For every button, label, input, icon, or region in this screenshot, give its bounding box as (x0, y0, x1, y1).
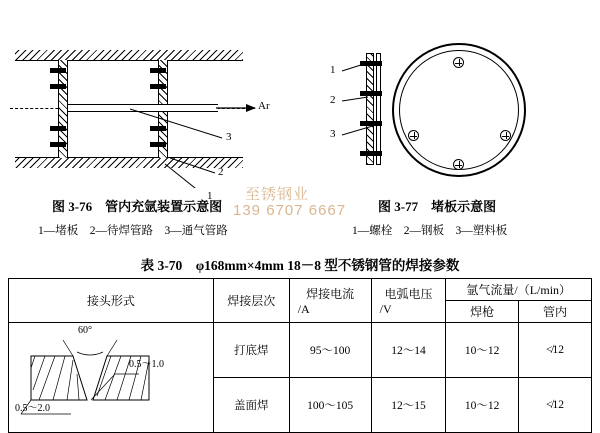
cell-arc-voltage: 12～15 (371, 378, 446, 433)
figure-right-legend: 1—螺栓 2—钢板 3—塑料板 (352, 225, 508, 237)
header-welding-current-unit: /A (297, 301, 310, 316)
joint-form-diagram-cell (9, 323, 214, 433)
watermark-text-line1: 至锈钢业 (245, 186, 310, 203)
callout-1: 1 (207, 190, 213, 202)
figure-left-caption: 图 3-76 管内充氩装置示意图 (52, 199, 223, 214)
table-row (9, 323, 592, 378)
table-title: 表 3-70 φ168mm×4mm 18－8 型不锈钢管的焊接参数 (140, 258, 460, 273)
groove-thickness-label: 0.5～2.0 (15, 403, 50, 414)
header-weld-layer: 焊接层次 (213, 279, 289, 323)
right-figure-leader-lines (330, 35, 580, 190)
cell-welding-current: 95～100 (289, 323, 371, 378)
figure-pipe-purge-device (10, 38, 270, 202)
callout-3: 3 (226, 131, 232, 143)
header-arc-voltage (371, 279, 446, 323)
header-welding-current (289, 279, 371, 323)
cell-weld-layer: 盖面焊 (213, 378, 289, 433)
callout-2: 2 (330, 94, 336, 106)
callout-2: 2 (218, 166, 224, 178)
cell-argon-torch: 10～12 (446, 323, 519, 378)
cell-argon-torch: 10～12 (446, 378, 519, 433)
cell-weld-layer: 打底焊 (213, 323, 289, 378)
header-joint-form: 接头形式 (9, 279, 214, 323)
watermark-text-line2: 139 6707 6667 (233, 202, 347, 219)
figure-right-caption: 图 3-77 堵板示意图 (378, 199, 497, 214)
figure-plug-plate (330, 35, 580, 190)
header-argon-torch: 焊枪 (446, 301, 519, 323)
table-header-row (9, 279, 592, 301)
groove-angle-label: 60° (78, 325, 92, 336)
cell-argon-inside: ≮12 (518, 378, 591, 433)
groove-gap-label: 0.5～1.0 (129, 359, 164, 370)
cell-argon-inside: ≮12 (518, 323, 591, 378)
header-argon-flow: 氩气流量/（L/min） (446, 279, 592, 301)
header-welding-current-text: 焊接电流 (306, 286, 355, 301)
callout-1: 1 (330, 64, 336, 76)
header-argon-inside: 管内 (518, 301, 591, 323)
header-arc-voltage-unit: /V (379, 301, 392, 316)
callout-3: 3 (330, 128, 336, 140)
cell-welding-current: 100～105 (289, 378, 371, 433)
cell-arc-voltage: 12～14 (371, 323, 446, 378)
argon-label: Ar (258, 100, 270, 112)
figure-left-legend: 1—堵板 2—待焊管路 3—通气管路 (38, 225, 228, 237)
header-arc-voltage-text: 电弧电压 (384, 286, 433, 301)
welding-parameters-table (8, 278, 592, 433)
